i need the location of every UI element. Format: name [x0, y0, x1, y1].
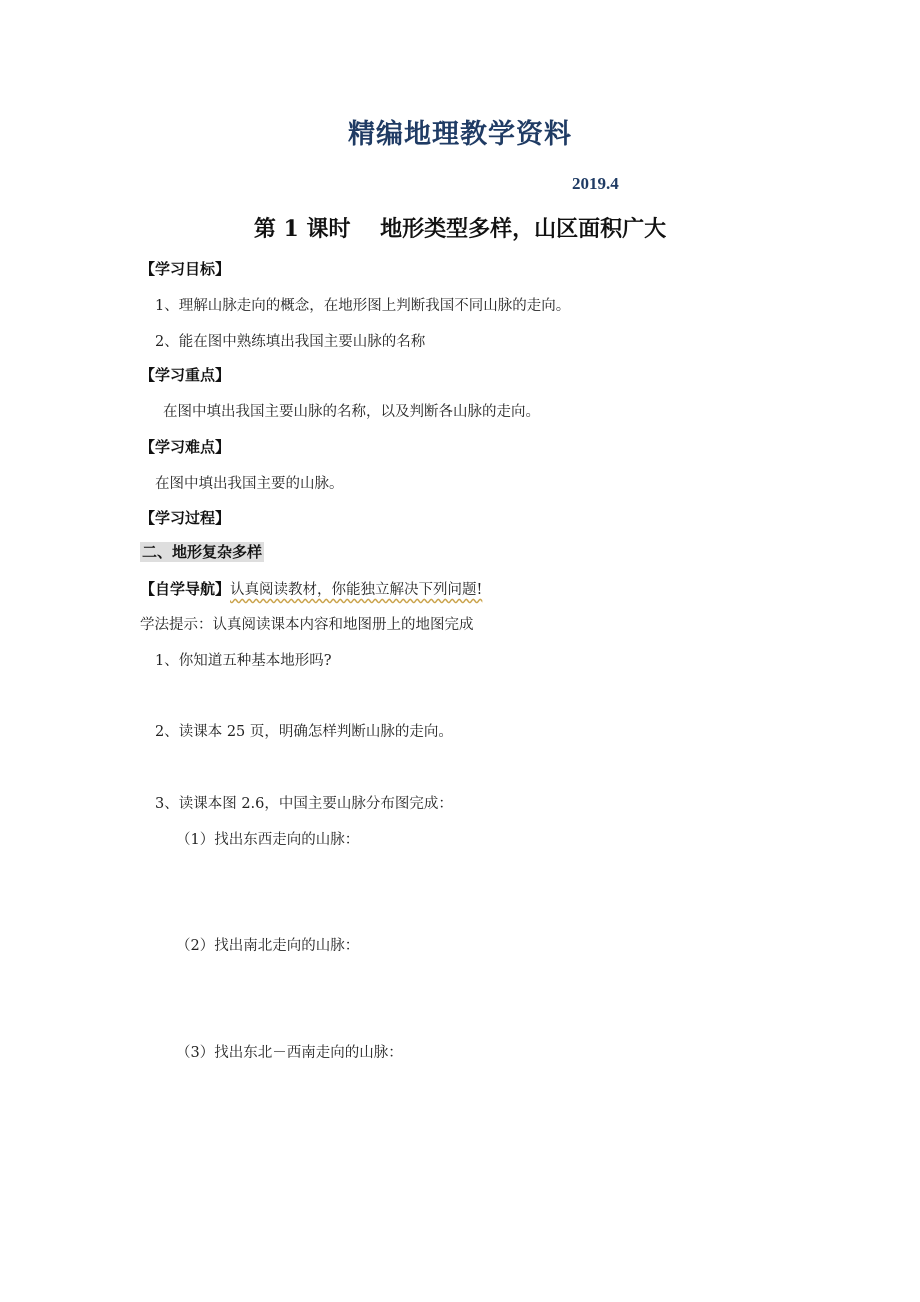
- question-3-part-1: （1）找出东西走向的山脉：: [176, 832, 360, 848]
- difficulty-text: 在图中填出我国主要的山脉。: [155, 476, 344, 492]
- method-hint: 学法提示：认真阅读课本内容和地图册上的地图完成: [140, 617, 474, 633]
- objective-item-1: 1、理解山脉走向的概念，在地形图上判断我国不同山脉的走向。: [155, 298, 571, 314]
- question-3-part-2: （2）找出南北走向的山脉：: [176, 938, 360, 954]
- self-study-label: 【自学导航】: [140, 580, 231, 598]
- question-1: 1、你知道五种基本地形吗?: [155, 653, 332, 669]
- process-heading: 【学习过程】: [140, 509, 231, 527]
- document-brand-title: 精编地理教学资料: [348, 119, 572, 150]
- section-title: [140, 541, 264, 562]
- question-2: 2、读课本 25 页，明确怎样判断山脉的走向。: [155, 724, 453, 740]
- focus-heading: 【学习重点】: [140, 366, 231, 384]
- self-study-text: 认真阅读教材，你能独立解决下列问题!: [230, 582, 483, 598]
- lesson-title: 第 1 课时 地形类型多样，山区面积广大: [253, 216, 667, 242]
- section-title-text: 二、地形复杂多样: [142, 543, 263, 561]
- objectives-heading: 【学习目标】: [140, 260, 231, 278]
- question-3: 3、读课本图 2.6，中国主要山脉分布图完成：: [155, 796, 453, 812]
- focus-text: 在图中填出我国主要山脉的名称，以及判断各山脉的走向。: [163, 404, 540, 420]
- self-study-line: [140, 578, 482, 599]
- question-3-part-3: （3）找出东北－西南走向的山脉：: [176, 1045, 403, 1061]
- document-date: 2019.4: [572, 174, 619, 193]
- objective-item-2: 2、能在图中熟练填出我国主要山脉的名称: [155, 334, 426, 350]
- difficulty-heading: 【学习难点】: [140, 438, 231, 456]
